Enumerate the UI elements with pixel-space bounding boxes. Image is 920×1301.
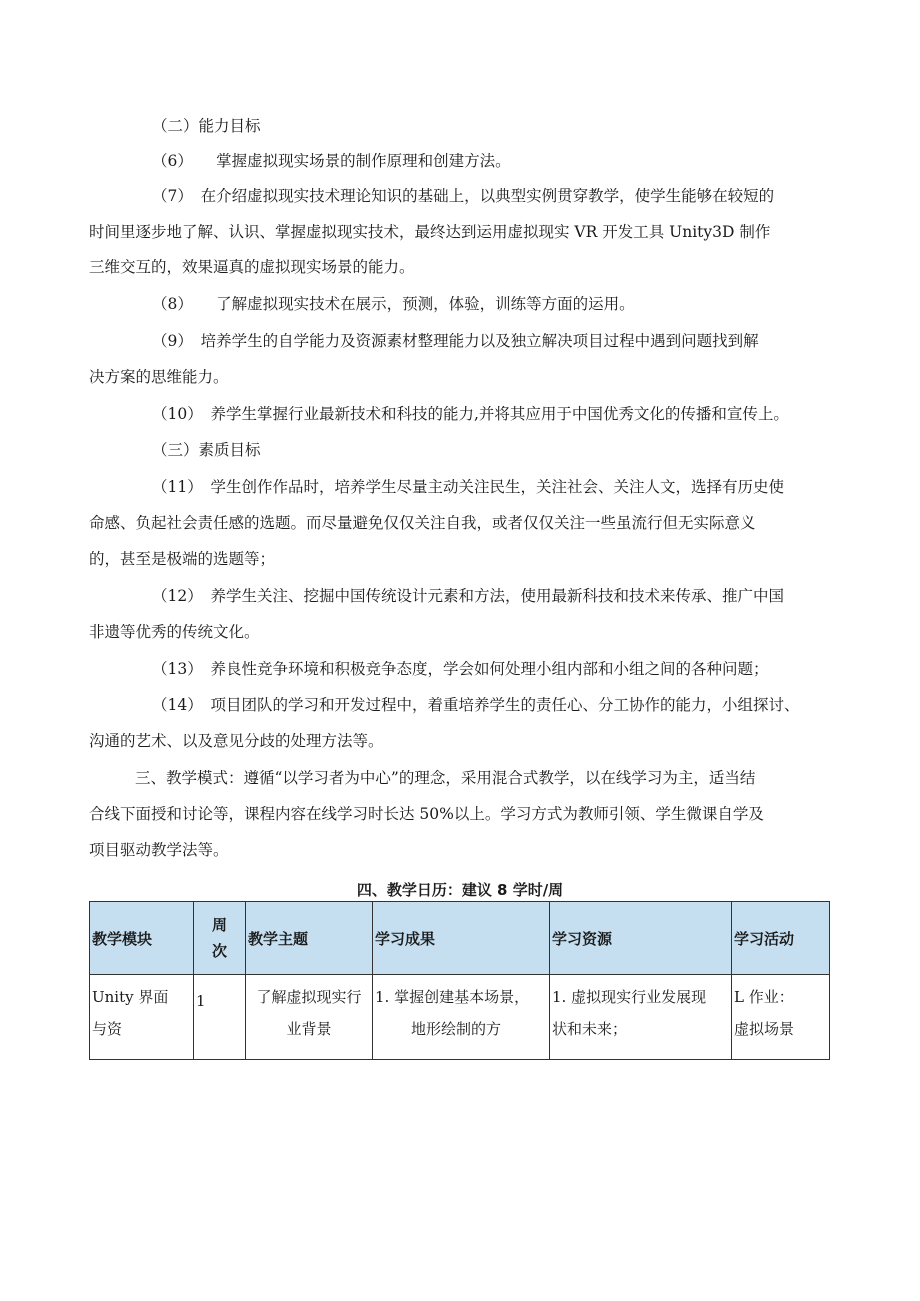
header-resource: 学习资源 [550,902,732,975]
item-13: （13） 养良性竞争环境和积极竞争态度，学会如何处理小组内部和小组之间的各种问题； [152,660,769,678]
header-outcome: 学习成果 [373,902,550,975]
teaching-mode-line-1: 三、教学模式：遵循“以学习者为中心”的理念，采用混合式教学，以在线学习为主，适当结 [135,769,756,787]
item-12-line-1: （12） 养学生关注、挖掘中国传统设计元素和方法，使用最新科技和技术来传承、推广中国 [152,587,784,605]
item-9-line-1: （9） 培养学生的自学能力及资源素材整理能力以及独立解决项目过程中遇到问题找到解 [152,332,759,350]
calendar-caption: 四、教学日历：建议 8 学时/周 [356,881,564,899]
teaching-calendar-table [89,901,830,1060]
item-14-line-1: （14） 项目团队的学习和开发过程中，着重培养学生的责任心、分工协作的能力，小组探讨、 [152,696,800,714]
cell-outcome [373,975,550,1060]
table-header-row [90,902,830,975]
header-activity: 学习活动 [732,902,830,975]
cell-module-line-1: Unity 界面 [92,988,169,1006]
cell-week-value: 1 [196,992,206,1010]
cell-outcome-line-1: 1. 掌握创建基本场景， [375,988,530,1006]
cell-activity-line-1: L 作业： [734,988,794,1006]
header-week-line-2: 次 [211,942,227,960]
item-11-line-2: 命感、负起社会责任感的选题。而尽量避免仅仅关注自我，或者仅仅关注一些虽流行但无实际意义 [89,514,756,532]
cell-resource [550,975,732,1060]
cell-week [194,975,246,1060]
cell-resource-line-1: 1. 虚拟现实行业发展现 [552,988,707,1006]
item-9-line-2: 决方案的思维能力。 [89,368,229,386]
cell-outcome-line-2: 地形绘制的方 [411,1020,502,1038]
ability-heading: （二）能力目标 [152,117,261,135]
cell-module-line-2: 与资 [92,1020,123,1038]
cell-theme-line-1: 了解虚拟现实行 [256,988,362,1006]
cell-module [90,975,194,1060]
table-row [90,975,830,1060]
item-11-line-1: （11） 学生创作作品时，培养学生尽量主动关注民生，关注社会、关注人文，选择有历史使 [152,478,784,496]
item-11-line-3: 的，甚至是极端的选题等； [89,550,276,568]
item-7-line-1: （7） 在介绍虚拟现实技术理论知识的基础上，以典型实例贯穿教学，使学生能够在较短的 [152,187,775,205]
item-7-line-3: 三维交互的，效果逼真的虚拟现实场景的能力。 [89,258,415,276]
header-week [194,902,246,975]
item-14-line-2: 沟通的艺术、以及意见分歧的处理方法等。 [89,732,384,750]
item-6: （6） 掌握虚拟现实场景的制作原理和创建方法。 [152,152,511,170]
cell-activity-line-2: 虚拟场景 [734,1020,795,1038]
cell-activity [732,975,830,1060]
cell-theme [246,975,373,1060]
teaching-mode-line-3: 项目驱动教学法等。 [89,841,229,859]
header-week-line-1: 周 [211,916,227,934]
item-10: （10） 养学生掌握行业最新技术和科技的能力,并将其应用于中国优秀文化的传播和宣传上。 [152,405,789,423]
header-theme: 教学主题 [246,902,373,975]
teaching-mode-line-2: 合线下面授和讨论等，课程内容在线学习时长达 50%以上。学习方式为教师引领、学生微课自学及 [89,805,764,823]
item-7-line-2: 时间里逐步地了解、认识、掌握虚拟现实技术，最终达到运用虚拟现实 VR 开发工具 Unity3D 制作 [89,223,771,241]
cell-theme-line-2: 业背景 [286,1020,332,1038]
cell-resource-line-2: 状和未来； [552,1020,628,1038]
quality-heading: （三）素质目标 [152,441,261,459]
item-12-line-2: 非遗等优秀的传统文化。 [89,623,260,641]
item-8: （8） 了解虚拟现实技术在展示，预测，体验，训练等方面的运用。 [152,295,635,313]
header-module: 教学模块 [90,902,194,975]
